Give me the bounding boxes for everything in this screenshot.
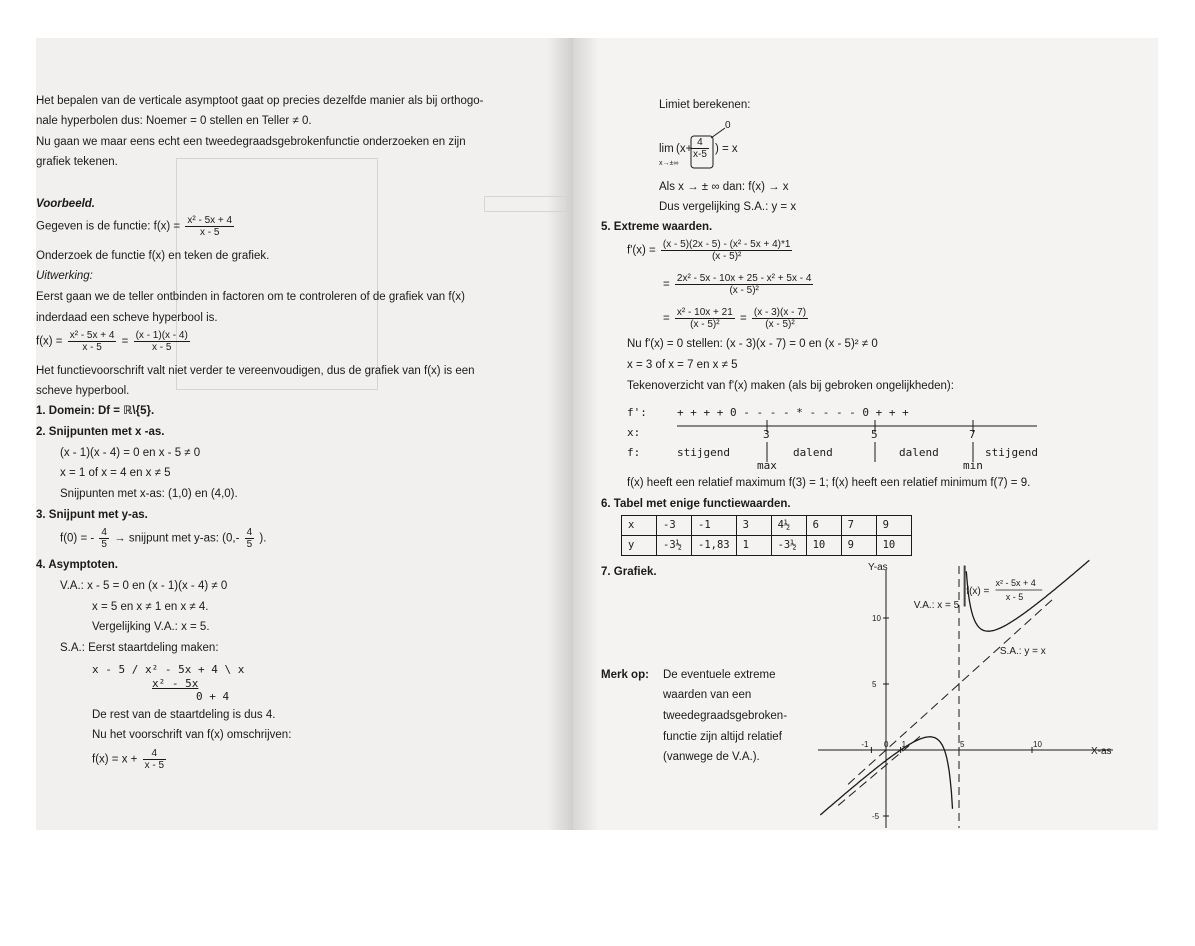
y-axis-label: Y-as	[868, 562, 888, 573]
fp2-equals: =	[663, 278, 670, 291]
fx-denominator-1: x - 5	[82, 342, 102, 353]
s2-line-3: Snijpunten met x-as: (1,0) en (4,0).	[60, 488, 238, 500]
fp-fraction-4	[752, 307, 808, 330]
table-y-cell: 1	[736, 536, 771, 556]
fp-numerator-1: (x - 5)(2x - 5) - (x² - 5x + 4)*1	[662, 239, 791, 250]
merk-line-4: functie zijn altijd relatief	[663, 731, 782, 743]
derivative-line-3	[663, 307, 810, 330]
fx-fraction-2	[134, 330, 190, 353]
fp-numerator-2: 2x² - 5x - 10x + 25 - x² + 5x - 4	[676, 273, 812, 284]
limit-arrow-line	[711, 128, 725, 138]
y-tick-label: -5	[872, 812, 880, 821]
s4-final-lhs: f(x) = x +	[92, 753, 138, 766]
fx-denominator-2: x - 5	[151, 342, 172, 353]
fp-denominator-2: (x - 5)²	[729, 285, 759, 296]
bleed-through-frame	[176, 158, 378, 390]
s3-fraction	[99, 527, 109, 550]
y-tick-label: 5	[872, 680, 877, 689]
sign-x-label: x:	[627, 426, 641, 439]
extrema-line: f(x) heeft een relatief maximum f(3) = 1; f(x) heeft een relatief minimum f(7) = 9.	[627, 477, 1031, 489]
fp-denominator-1: (x - 5)²	[711, 251, 742, 262]
fx-label: f(x) =	[36, 335, 63, 348]
function-graph	[818, 558, 1153, 828]
fp-fraction-2	[675, 273, 814, 296]
limit-zero: 0	[725, 120, 731, 131]
s4-division-line-3: 0 + 4	[196, 690, 230, 703]
x-tick-label: -1	[861, 740, 869, 749]
s3-numerator-2: 4	[246, 527, 253, 538]
section-4-title: 4. Asymptoten.	[36, 559, 119, 571]
table-x-label: x	[622, 516, 657, 536]
left-page	[36, 38, 573, 830]
fp-denominator-3: (x - 5)²	[690, 319, 720, 330]
limiet-heading: Limiet berekenen:	[659, 99, 751, 111]
nu-fprime-line: Nu f'(x) = 0 stellen: (x - 3)(x - 7) = 0 en (x - 5)² ≠ 0	[627, 338, 878, 350]
y-tick-label: 10	[872, 614, 881, 623]
formula-lhs: f(x) =	[966, 586, 990, 597]
x-tick-label: 5	[960, 740, 965, 749]
table-row-y	[622, 536, 912, 556]
table-x-cell: 7	[841, 516, 876, 536]
table-x-cell: 3	[736, 516, 771, 536]
sign-fp-label: f':	[627, 406, 647, 419]
s2-line-1: (x - 1)(x - 4) = 0 en x - 5 ≠ 0	[60, 447, 201, 459]
sa-label: S.A.: y = x	[999, 646, 1046, 657]
s3-numerator: 4	[101, 527, 107, 538]
tekenoverzicht-line: Tekenoverzicht van f'(x) maken (als bij gebroken ongelijkheden):	[627, 380, 954, 392]
s4-final-fraction	[143, 748, 166, 771]
s4-va-line-2: x = 5 en x ≠ 1 en x ≠ 4.	[92, 601, 209, 613]
lim-word: lim	[659, 143, 674, 155]
intro-line-4: grafiek tekenen.	[36, 156, 118, 168]
x-solution-line: x = 3 of x = 7 en x ≠ 5	[627, 359, 738, 371]
fx-numerator-1: x² - 5x + 4	[69, 330, 115, 341]
voorschrift-line-1: Het functievoorschrift valt niet verder te vereenvoudigen, dus de grafiek van f(x) is een	[36, 365, 475, 377]
s3-fraction-2	[245, 527, 255, 550]
s4-nu-line: Nu het voorschrift van f(x) omschrijven:	[92, 729, 292, 741]
table-x-cell: -1	[692, 516, 737, 536]
s3-close: ).	[259, 532, 267, 545]
section-5-title: 5. Extreme waarden.	[601, 221, 713, 233]
s4-division-line-2: x² - 5x	[152, 677, 199, 690]
fp-numerator-3: x² - 10x + 21	[676, 307, 733, 318]
s4-final-denominator: x - 5	[144, 760, 165, 771]
s4-va-line-3: Vergelijking V.A.: x = 5.	[92, 621, 210, 633]
table-x-cell: 6	[806, 516, 841, 536]
s4-final-equation	[92, 748, 168, 771]
va-label: V.A.: x = 5	[913, 600, 960, 611]
onderzoek-line: Onderzoek de functie f(x) en teken de grafiek.	[36, 250, 270, 262]
sign-stijgend-2: stijgend	[985, 446, 1038, 459]
merk-line-5: (vanwege de V.A.).	[663, 751, 760, 763]
s3-equation	[60, 527, 266, 550]
als-line: Als x → ± ∞ dan: f(x) → x	[659, 181, 789, 193]
sign-x-5: 5	[871, 428, 878, 441]
sign-dalend-2: dalend	[899, 446, 939, 459]
merk-op-label: Merk op:	[601, 669, 649, 681]
merk-line-1: De eventuele extreme	[663, 669, 776, 681]
lim-close: ) = x	[715, 143, 738, 155]
sign-dalend-1: dalend	[793, 446, 833, 459]
section-6-title: 6. Tabel met enige functiewaarden.	[601, 498, 791, 510]
lim-numerator: 4	[691, 137, 709, 149]
table-y-cell: -3½	[657, 536, 692, 556]
formula-denominator: x - 5	[1005, 592, 1024, 602]
x-tick-label: 10	[1033, 740, 1042, 749]
s4-va-line-1: V.A.: x - 5 = 0 en (x - 1)(x - 4) ≠ 0	[60, 580, 228, 592]
s4-division-line-1: x - 5 / x² - 5x + 4 \ x	[92, 663, 245, 676]
sign-fp-row: + + + + 0 - - - - * - - - - 0 + + +	[677, 406, 909, 419]
sign-min: min	[963, 459, 983, 472]
eerst-line-1: Eerst gaan we de teller ontbinden in factoren om te controleren of de grafiek van f(x)	[36, 291, 465, 303]
table-x-cell: 4½	[771, 516, 806, 536]
s2-line-2: x = 1 of x = 4 en x ≠ 5	[60, 467, 171, 479]
s3-snijpunt-text: → snijpunt met y-as: (0,-	[114, 532, 240, 545]
table-y-cell: -3½	[771, 536, 806, 556]
fx-fraction-1	[68, 330, 117, 353]
lim-denominator: x-5	[693, 149, 707, 160]
s4-rest-line: De rest van de staartdeling is dus 4.	[92, 709, 276, 721]
intro-line-3: Nu gaan we maar eens echt een tweedegraadsgebrokenfunctie onderzoeken en zijn	[36, 136, 466, 148]
table-y-cell: -1,83	[692, 536, 737, 556]
function-value-table	[621, 515, 912, 556]
eerst-line-2: inderdaad een scheve hyperbool is.	[36, 312, 218, 324]
gegeven-label: Gegeven is de functie: f(x) =	[36, 220, 181, 233]
derivative-line-1	[627, 239, 794, 262]
uitwerking-heading: Uitwerking:	[36, 270, 93, 282]
fp-fraction-3	[675, 307, 735, 330]
table-y-label: y	[622, 536, 657, 556]
limit-expression	[659, 118, 799, 178]
fp-numerator-4: (x - 3)(x - 7)	[753, 307, 807, 318]
table-y-cell: 9	[841, 536, 876, 556]
s3-denominator-2: 5	[246, 539, 253, 550]
s4-final-numerator: 4	[143, 748, 166, 760]
formula-numerator: x² - 5x + 4	[995, 578, 1036, 588]
fx-numerator-2: (x - 1)(x - 4)	[135, 330, 188, 341]
lim-subscript: x→±∞	[659, 160, 679, 167]
slant-asymptote-line-offset	[838, 735, 921, 805]
merk-line-3: tweedegraadsgebroken-	[663, 710, 788, 722]
table-x-cell: -3	[657, 516, 692, 536]
fp-label: f'(x) =	[627, 244, 656, 257]
s4-sa-line-1: S.A.: Eerst staartdeling maken:	[60, 642, 219, 654]
sign-max: max	[757, 459, 777, 472]
section-2-title: 2. Snijpunten met x -as.	[36, 426, 165, 438]
intro-line-2: nale hyperbolen dus: Noemer = 0 stellen en Teller ≠ 0.	[36, 115, 312, 127]
s3-f0: f(0) = -	[60, 532, 95, 545]
gegeven-denominator: x - 5	[200, 227, 220, 238]
lim-fraction	[691, 137, 709, 160]
sign-x-3: 3	[763, 428, 770, 441]
fp-fraction-1	[661, 239, 793, 262]
lim-open: (x+	[676, 143, 693, 155]
x-tick-label: 0	[884, 740, 889, 749]
function-value-table-wrap	[621, 515, 912, 556]
sign-f-label: f:	[627, 446, 641, 459]
table-row-x	[622, 516, 912, 536]
equals-sign: =	[121, 335, 129, 348]
merk-line-2: waarden van een	[663, 689, 752, 701]
sign-stijgend-1: stijgend	[677, 446, 730, 459]
fp-denominator-4: (x - 5)²	[765, 319, 795, 330]
gegeven-line	[36, 215, 236, 238]
section-3-title: 3. Snijpunt met y-as.	[36, 509, 148, 521]
right-page	[573, 38, 1158, 830]
s3-denominator: 5	[101, 539, 107, 550]
section-1-domein: 1. Domein: Df = ℝ\{5}.	[36, 405, 155, 417]
sign-x-7: 7	[969, 428, 976, 441]
derivative-line-2	[663, 273, 815, 296]
left-gutter-shadow	[547, 38, 573, 830]
fp4-equals: =	[739, 312, 747, 325]
factor-equation	[36, 330, 192, 353]
intro-line-1: Het bepalen van de verticale asymptoot gaat op precies dezelfde manier als bij orthogo-	[36, 95, 484, 107]
voorbeeld-heading: Voorbeeld.	[36, 198, 95, 210]
voorschrift-line-2: scheve hyperbool.	[36, 385, 130, 397]
right-gutter-shadow	[573, 38, 599, 830]
gegeven-numerator: x² - 5x + 4	[187, 215, 233, 226]
dus-line: Dus vergelijking S.A.: y = x	[659, 201, 797, 213]
bleed-through-box	[484, 196, 568, 212]
formula-box-edge	[964, 566, 965, 606]
x-tick-label: 1	[901, 740, 907, 749]
fp3-equals: =	[663, 312, 670, 325]
table-y-cell: 10	[806, 536, 841, 556]
slant-asymptote-line	[848, 598, 1054, 784]
gegeven-fraction	[185, 215, 234, 238]
x-axis-label: X-as	[1091, 746, 1112, 757]
table-x-cell: 9	[876, 516, 911, 536]
section-7-title: 7. Grafiek.	[601, 566, 657, 578]
table-y-cell: 10	[876, 536, 911, 556]
